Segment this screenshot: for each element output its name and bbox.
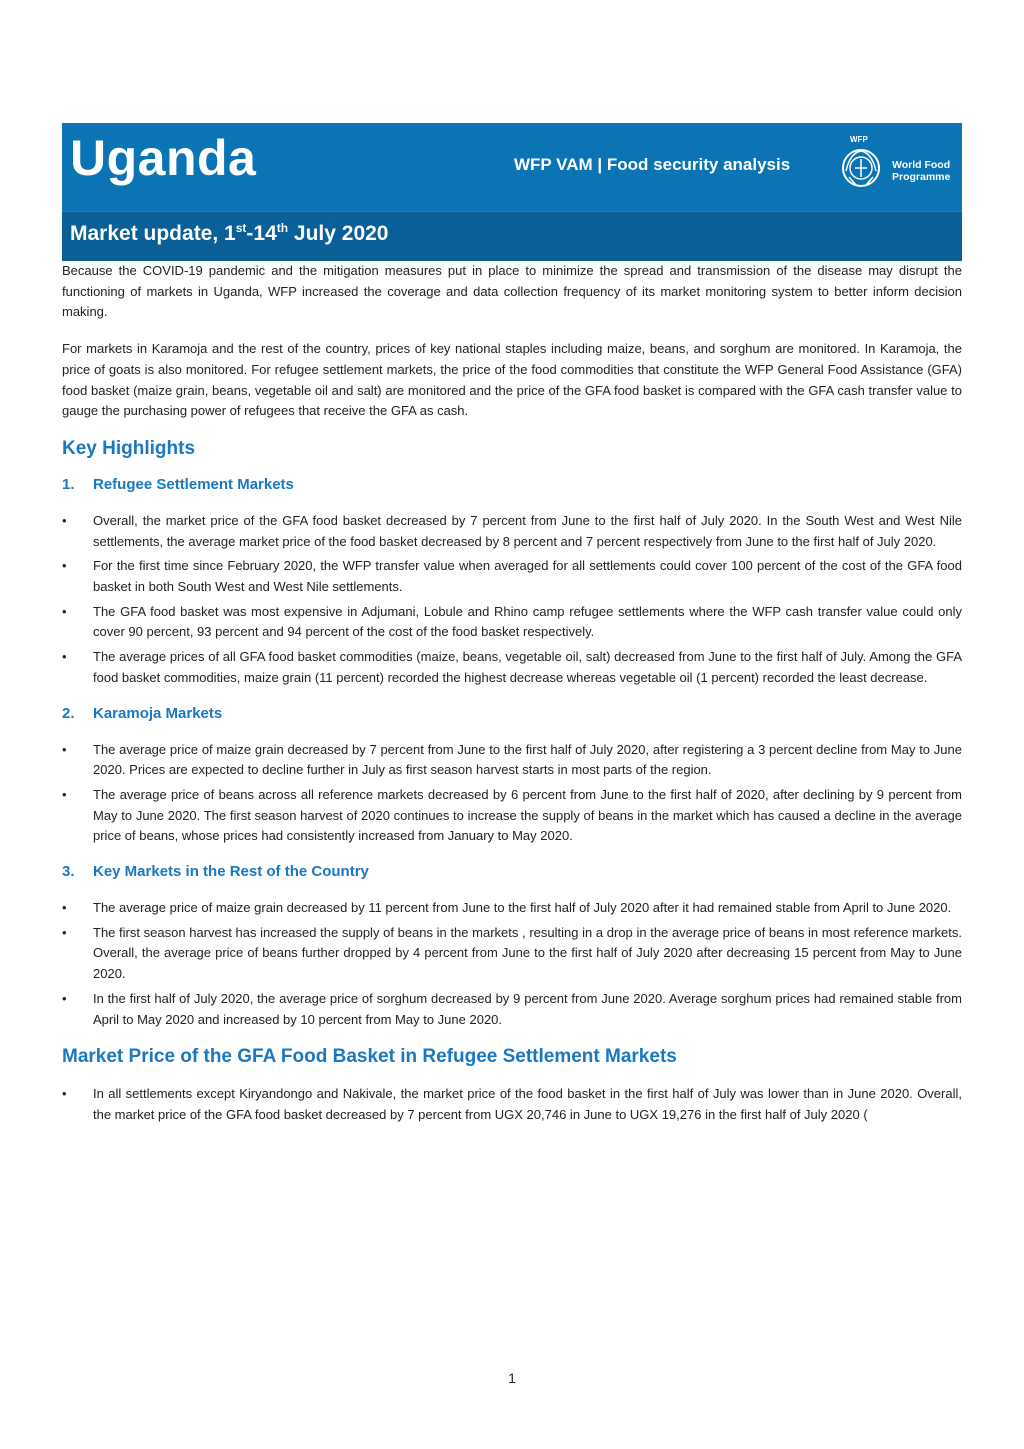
list-item: • In all settlements except Kiryandongo and Nakivale, the market price of the food basket in the first half of July was lower than in June 2020. Overall, the market price of the GFA food basket decreased by 7 percent from UGX 20,746 in June to UGX 19,276 in the first half of July 2020 (	[62, 1084, 962, 1125]
update-prefix: Market update, 1	[70, 222, 236, 245]
list-item: • The average price of maize grain decreased by 7 percent from June to the first half of July 2020, after registering a 3 percent decline from May to June 2020. Prices are expected to decline further in July as first season harvest starts in most parts of the region.	[62, 740, 962, 781]
logo-name	[892, 159, 962, 183]
update-mid: -14	[246, 222, 277, 245]
list-item: • For the first time since February 2020, the WFP transfer value when averaged for all settlements could cover 100 percent of the cost of the GFA food basket in both South West and West Nile settlements.	[62, 556, 962, 597]
logo-line-2: Programme	[892, 171, 951, 183]
tagline: WFP VAM | Food security analysis	[514, 155, 791, 174]
list-item: • In the first half of July 2020, the average price of sorghum decreased by 9 percent from June 2020. Average sorghum prices had remained stable from April to May 2020 and increased by 10 percent from May to June 2020.	[62, 989, 962, 1030]
update-title	[70, 221, 388, 246]
key-highlights-heading: Key Highlights	[62, 437, 196, 459]
header-banner	[62, 123, 962, 260]
document-body	[62, 261, 962, 1140]
update-sup-2: th	[276, 221, 289, 235]
page-number: 1	[508, 1370, 516, 1386]
section-heading-refugee	[62, 476, 962, 493]
rest-of-country-bullets	[62, 898, 962, 1030]
list-item: • The average price of maize grain decreased by 11 percent from June to the first half of July 2020 after it had remained stable from April to June 2020.	[62, 898, 962, 919]
intro-paragraph: For markets in Karamoja and the rest of the country, prices of key national staples including maize, beans, and sorghum are monitored. In Karamoja, the price of goats is also monitored. For refugee settlement markets, the price of the food commodities that constitute the WFP General Food Assistance (GFA) food basket (maize grain, beans, vegetable oil and salt) are monitored and the price of the GFA food basket is compared with the GFA cash transfer value to gauge the purchasing power of refugees that receive the GFA as cash.	[62, 341, 962, 419]
logo-wfp-label: WFP	[850, 135, 868, 144]
section-title: Key Markets in the Rest of the Country	[93, 863, 369, 881]
update-sup-1: st	[235, 221, 247, 235]
wfp-emblem-icon	[836, 141, 886, 191]
section-title: Refugee Settlement Markets	[93, 475, 294, 493]
section-heading-karamoja	[62, 705, 962, 722]
banner-top	[62, 123, 962, 211]
karamoja-bullets	[62, 740, 962, 848]
section-heading-rest-of-country	[62, 863, 962, 880]
list-item: • The average price of beans across all reference markets decreased by 6 percent from June to the first half of 2020, after declining by 9 percent from May to June 2020. The first season harvest of 2020 continues to increase the supply of beans in the market which has caused a decline in the average price of beans, whose prices had consistently increased from January to May 2020.	[62, 785, 962, 847]
wfp-logo	[836, 135, 956, 195]
section-number: 1.	[62, 475, 75, 493]
section-number: 3.	[62, 863, 75, 881]
list-item: • The average prices of all GFA food basket commodities (maize, beans, vegetable oil, salt) decreased from June to the first half of July. Among the GFA food basket commodities, maize grain (11 percent) recorded the highest decrease whereas vegetable oil (1 percent) recorded the least decrease.	[62, 647, 962, 688]
section-number: 2.	[62, 704, 75, 722]
update-suffix: July 2020	[288, 222, 389, 245]
refugee-bullets	[62, 511, 962, 689]
section-title: Karamoja Markets	[93, 704, 223, 722]
logo-line-1: World Food	[892, 159, 951, 171]
market-price-bullets	[62, 1084, 962, 1125]
list-item: • The GFA food basket was most expensive in Adjumani, Lobule and Rhino camp refugee settlements where the WFP cash transfer value could only cover 90 percent, 93 percent and 94 percent of the cost of the food basket respectively.	[62, 602, 962, 643]
intro-paragraph: Because the COVID-19 pandemic and the mitigation measures put in place to minimize the spread and transmission of the disease may disrupt the functioning of markets in Uganda, WFP increased the coverage and data collection frequency of its market monitoring system to better inform decision making.	[62, 263, 962, 320]
list-item: • The first season harvest has increased the supply of beans in the markets , resulting in a drop in the average price of beans in most reference markets. Overall, the average price of beans further dropped by 4 percent from June to the first half of July 2020 after decreasing 15 percent from May to June 2020.	[62, 923, 962, 985]
list-item: • Overall, the market price of the GFA food basket decreased by 7 percent from June to the first half of July 2020. In the South West and West Nile settlements, the average market price of the food basket decreased by 8 percent and 7 percent respectively from June to the first half of July 2020.	[62, 511, 962, 552]
market-price-heading: Market Price of the GFA Food Basket in Refugee Settlement Markets	[62, 1046, 677, 1068]
country-title: Uganda	[70, 130, 257, 186]
